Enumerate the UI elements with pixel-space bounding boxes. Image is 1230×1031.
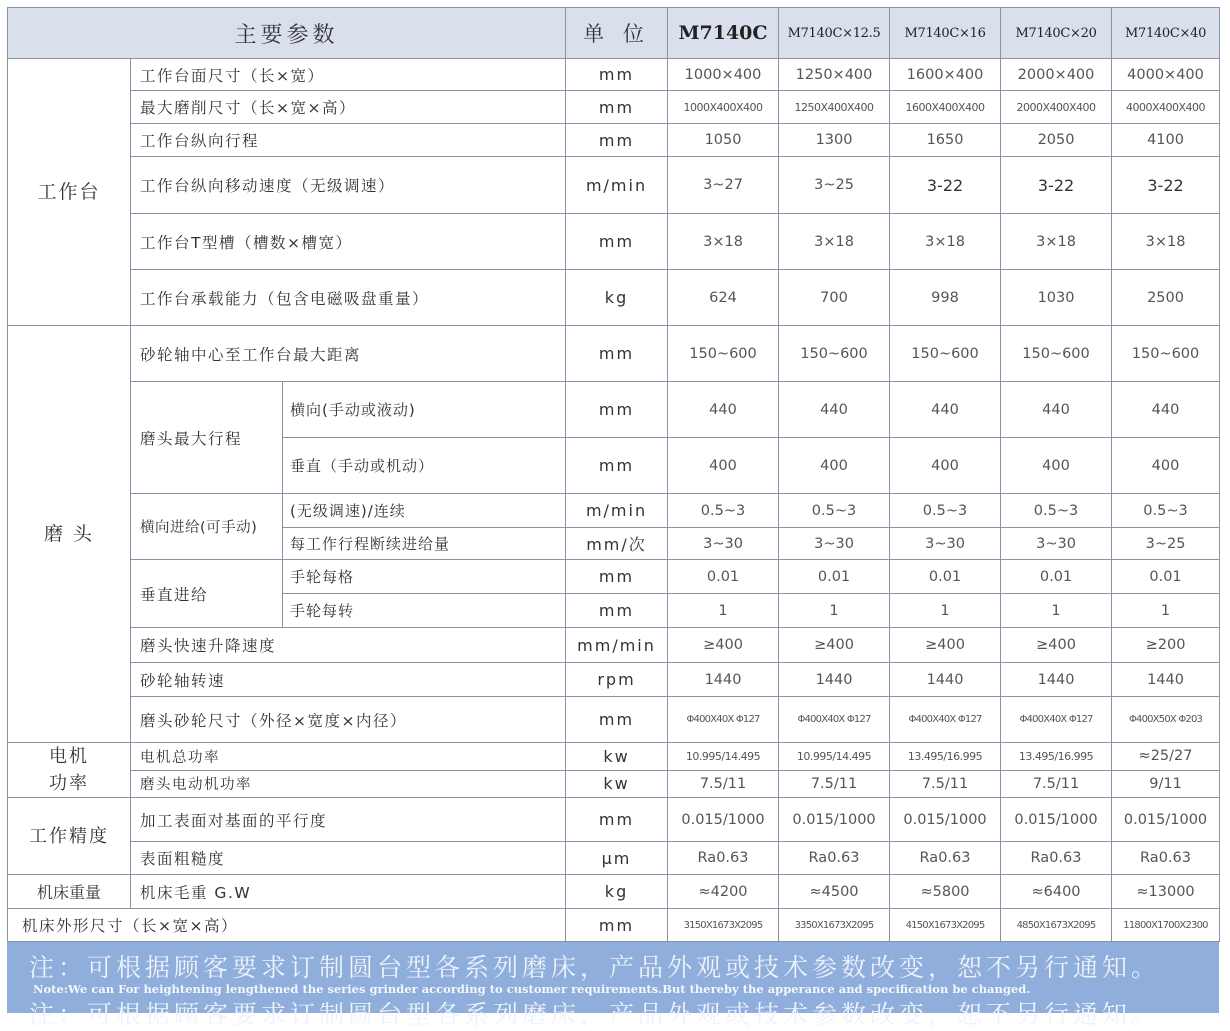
value-cell: 700 bbox=[779, 270, 890, 326]
value-cell: 0.015/1000 bbox=[779, 798, 890, 842]
value-cell: 1440 bbox=[890, 663, 1001, 697]
table-row bbox=[8, 270, 1220, 326]
value-cell: 3-22 bbox=[1001, 157, 1112, 214]
param-label: 垂直（手动或机动） bbox=[283, 438, 566, 494]
model-header-12-5: M7140C×12.5 bbox=[779, 8, 890, 59]
note-banner bbox=[7, 942, 1219, 1029]
value-cell: 3×18 bbox=[668, 214, 779, 270]
value-cell: 150~600 bbox=[668, 326, 779, 382]
value-cell: ≈4500 bbox=[779, 875, 890, 909]
unit-cell: rpm bbox=[566, 663, 668, 697]
param-label: 手轮每格 bbox=[283, 560, 566, 594]
table-row bbox=[8, 59, 1220, 91]
param-label: 最大磨削尺寸（长×宽×高） bbox=[131, 91, 566, 124]
param-label: 砂轮轴中心至工作台最大距离 bbox=[131, 326, 566, 382]
value-cell: 4100 bbox=[1112, 124, 1220, 157]
value-cell: 1440 bbox=[779, 663, 890, 697]
value-cell: ≥400 bbox=[668, 628, 779, 663]
value-cell: 10.995/14.495 bbox=[668, 743, 779, 771]
value-cell: 0.01 bbox=[668, 560, 779, 594]
value-cell: Ra0.63 bbox=[1001, 842, 1112, 875]
param-label: 工作台纵向行程 bbox=[131, 124, 566, 157]
value-cell: Ra0.63 bbox=[779, 842, 890, 875]
value-cell: 0.5~3 bbox=[779, 494, 890, 528]
table-row bbox=[8, 326, 1220, 382]
group-worktable: 工作台 bbox=[8, 59, 131, 326]
value-cell: ≥400 bbox=[890, 628, 1001, 663]
value-cell: 9/11 bbox=[1112, 770, 1220, 798]
unit-cell: kg bbox=[566, 875, 668, 909]
value-cell: 3~25 bbox=[1112, 528, 1220, 560]
value-cell: 1440 bbox=[668, 663, 779, 697]
param-label: 工作台纵向移动速度（无级调速） bbox=[131, 157, 566, 214]
param-label: 表面粗糙度 bbox=[131, 842, 566, 875]
value-cell: 0.5~3 bbox=[668, 494, 779, 528]
value-cell: 0.015/1000 bbox=[1001, 798, 1112, 842]
table-row bbox=[8, 157, 1220, 214]
value-cell: 3~30 bbox=[779, 528, 890, 560]
value-cell: 2000×400 bbox=[1001, 59, 1112, 91]
value-cell: 3-22 bbox=[1112, 157, 1220, 214]
unit-cell: mm bbox=[566, 909, 668, 942]
param-label: 横向(手动或液动) bbox=[283, 382, 566, 438]
table-row bbox=[8, 560, 1220, 594]
subgroup-vertical-feed: 垂直进给 bbox=[131, 560, 283, 628]
value-cell: 1600X400X400 bbox=[890, 91, 1001, 124]
unit-cell: mm bbox=[566, 214, 668, 270]
param-label: 磨头砂轮尺寸（外径×宽度×内径） bbox=[131, 697, 566, 743]
value-cell: 1000×400 bbox=[668, 59, 779, 91]
table-row bbox=[8, 124, 1220, 157]
value-cell: 0.5~3 bbox=[1001, 494, 1112, 528]
value-cell: 4000×400 bbox=[1112, 59, 1220, 91]
unit-cell: mm/次 bbox=[566, 528, 668, 560]
group-machine-weight: 机床重量 bbox=[8, 875, 131, 909]
value-cell: 7.5/11 bbox=[668, 770, 779, 798]
unit-cell: mm bbox=[566, 124, 668, 157]
value-cell: 1650 bbox=[890, 124, 1001, 157]
value-cell: 0.5~3 bbox=[1112, 494, 1220, 528]
table-row bbox=[8, 798, 1220, 842]
table-row bbox=[8, 494, 1220, 528]
value-cell: 998 bbox=[890, 270, 1001, 326]
value-cell: 400 bbox=[1112, 438, 1220, 494]
value-cell: 3×18 bbox=[779, 214, 890, 270]
value-cell: 3~30 bbox=[668, 528, 779, 560]
subgroup-head-max-travel: 磨头最大行程 bbox=[131, 382, 283, 494]
table-row bbox=[8, 214, 1220, 270]
value-cell: 400 bbox=[890, 438, 1001, 494]
model-header-16: M7140C×16 bbox=[890, 8, 1001, 59]
value-cell: Φ400X40X Φ127 bbox=[779, 697, 890, 743]
value-cell: ≥200 bbox=[1112, 628, 1220, 663]
value-cell: 440 bbox=[668, 382, 779, 438]
unit-cell: mm bbox=[566, 382, 668, 438]
main-params-header: 主要参数 bbox=[8, 8, 566, 59]
value-cell: 1 bbox=[668, 594, 779, 628]
value-cell: 150~600 bbox=[779, 326, 890, 382]
value-cell: ≈5800 bbox=[890, 875, 1001, 909]
unit-header: 单 位 bbox=[566, 8, 668, 59]
value-cell: 0.01 bbox=[890, 560, 1001, 594]
value-cell: 7.5/11 bbox=[890, 770, 1001, 798]
param-label: (无级调速)/连续 bbox=[283, 494, 566, 528]
value-cell: ≈25/27 bbox=[1112, 743, 1220, 771]
value-cell: 11800X1700X2300 bbox=[1112, 909, 1220, 942]
value-cell: 0.015/1000 bbox=[890, 798, 1001, 842]
param-label: 加工表面对基面的平行度 bbox=[131, 798, 566, 842]
value-cell: Φ400X40X Φ127 bbox=[668, 697, 779, 743]
value-cell: 624 bbox=[668, 270, 779, 326]
value-cell: 1440 bbox=[1112, 663, 1220, 697]
table-row bbox=[8, 382, 1220, 438]
group-grinding-head: 磨 头 bbox=[8, 326, 131, 743]
param-label: 磨头快速升降速度 bbox=[131, 628, 566, 663]
spec-table bbox=[7, 7, 1220, 942]
value-cell: 1 bbox=[1112, 594, 1220, 628]
value-cell: 13.495/16.995 bbox=[1001, 743, 1112, 771]
value-cell: 150~600 bbox=[1001, 326, 1112, 382]
value-cell: 150~600 bbox=[890, 326, 1001, 382]
value-cell: ≈4200 bbox=[668, 875, 779, 909]
model-header-20: M7140C×20 bbox=[1001, 8, 1112, 59]
value-cell: 4000X400X400 bbox=[1112, 91, 1220, 124]
value-cell: 3150X1673X2095 bbox=[668, 909, 779, 942]
note-chinese-repeat: 注：可根据顾客要求订制圆台型各系列磨床，产品外观或技术参数改变，恕不另行通知。 bbox=[29, 1000, 1161, 1029]
unit-cell: mm bbox=[566, 91, 668, 124]
value-cell: 3~30 bbox=[1001, 528, 1112, 560]
value-cell: 13.495/16.995 bbox=[890, 743, 1001, 771]
value-cell: Ra0.63 bbox=[890, 842, 1001, 875]
table-row bbox=[8, 875, 1220, 909]
value-cell: Φ400X40X Φ127 bbox=[1001, 697, 1112, 743]
group-motor-power: 电机 功率 bbox=[8, 743, 131, 798]
table-row bbox=[8, 697, 1220, 743]
value-cell: 0.01 bbox=[1001, 560, 1112, 594]
table-row bbox=[8, 770, 1220, 798]
value-cell: 1050 bbox=[668, 124, 779, 157]
value-cell: 400 bbox=[779, 438, 890, 494]
table-row bbox=[8, 743, 1220, 771]
table-row bbox=[8, 91, 1220, 124]
unit-cell: mm/min bbox=[566, 628, 668, 663]
value-cell: 1000X400X400 bbox=[668, 91, 779, 124]
value-cell: Ra0.63 bbox=[668, 842, 779, 875]
value-cell: ≈6400 bbox=[1001, 875, 1112, 909]
value-cell: 0.015/1000 bbox=[1112, 798, 1220, 842]
unit-cell: mm bbox=[566, 560, 668, 594]
value-cell: 1600×400 bbox=[890, 59, 1001, 91]
value-cell: 0.01 bbox=[779, 560, 890, 594]
header-row bbox=[8, 8, 1220, 59]
value-cell: 440 bbox=[890, 382, 1001, 438]
value-cell: Φ400X40X Φ127 bbox=[890, 697, 1001, 743]
value-cell: 440 bbox=[1001, 382, 1112, 438]
value-cell: 2050 bbox=[1001, 124, 1112, 157]
value-cell: 0.015/1000 bbox=[668, 798, 779, 842]
unit-cell: mm bbox=[566, 438, 668, 494]
value-cell: 1 bbox=[1001, 594, 1112, 628]
param-label: 工作台T型槽（槽数×槽宽） bbox=[131, 214, 566, 270]
value-cell: 1 bbox=[890, 594, 1001, 628]
group-accuracy: 工作精度 bbox=[8, 798, 131, 875]
value-cell: ≈13000 bbox=[1112, 875, 1220, 909]
value-cell: 3~30 bbox=[890, 528, 1001, 560]
unit-cell: mm bbox=[566, 326, 668, 382]
table-row bbox=[8, 842, 1220, 875]
value-cell: Φ400X50X Φ203 bbox=[1112, 697, 1220, 743]
value-cell: ≥400 bbox=[1001, 628, 1112, 663]
value-cell: 150~600 bbox=[1112, 326, 1220, 382]
param-label: 工作台承载能力（包含电磁吸盘重量） bbox=[131, 270, 566, 326]
value-cell: 3-22 bbox=[890, 157, 1001, 214]
value-cell: 3~27 bbox=[668, 157, 779, 214]
table-row bbox=[8, 909, 1220, 942]
value-cell: 3350X1673X2095 bbox=[779, 909, 890, 942]
unit-cell: mm bbox=[566, 798, 668, 842]
param-label: 砂轮轴转速 bbox=[131, 663, 566, 697]
value-cell: 1440 bbox=[1001, 663, 1112, 697]
param-label: 电机总功率 bbox=[131, 743, 566, 771]
value-cell: 2500 bbox=[1112, 270, 1220, 326]
value-cell: 0.01 bbox=[1112, 560, 1220, 594]
value-cell: 2000X400X400 bbox=[1001, 91, 1112, 124]
subgroup-cross-feed: 横向进给(可手动) bbox=[131, 494, 283, 560]
value-cell: 4850X1673X2095 bbox=[1001, 909, 1112, 942]
value-cell: 3×18 bbox=[890, 214, 1001, 270]
group-overall-size: 机床外形尺寸（长×宽×高） bbox=[8, 909, 566, 942]
note-english: Note:We can For heightening lengthened the series grinder according to customer requirements.But thereby the apperance and specification be changed. bbox=[33, 982, 1031, 996]
model-header-m7140c: M7140C bbox=[668, 8, 779, 59]
value-cell: 3~25 bbox=[779, 157, 890, 214]
value-cell: 1300 bbox=[779, 124, 890, 157]
unit-cell: kw bbox=[566, 743, 668, 771]
value-cell: 1250×400 bbox=[779, 59, 890, 91]
value-cell: 400 bbox=[1001, 438, 1112, 494]
value-cell: 400 bbox=[668, 438, 779, 494]
param-label: 每工作行程断续进给量 bbox=[283, 528, 566, 560]
value-cell: 7.5/11 bbox=[779, 770, 890, 798]
value-cell: 10.995/14.495 bbox=[779, 743, 890, 771]
value-cell: 3×18 bbox=[1001, 214, 1112, 270]
param-label: 磨头电动机功率 bbox=[131, 770, 566, 798]
unit-cell: m/min bbox=[566, 157, 668, 214]
value-cell: Ra0.63 bbox=[1112, 842, 1220, 875]
unit-cell: μm bbox=[566, 842, 668, 875]
unit-cell: kw bbox=[566, 770, 668, 798]
value-cell: ≥400 bbox=[779, 628, 890, 663]
value-cell: 1 bbox=[779, 594, 890, 628]
value-cell: 1250X400X400 bbox=[779, 91, 890, 124]
param-label: 机床毛重 G.W bbox=[131, 875, 566, 909]
param-label: 工作台面尺寸（长×宽） bbox=[131, 59, 566, 91]
unit-cell: mm bbox=[566, 59, 668, 91]
value-cell: 3×18 bbox=[1112, 214, 1220, 270]
unit-cell: kg bbox=[566, 270, 668, 326]
value-cell: 0.5~3 bbox=[890, 494, 1001, 528]
value-cell: 440 bbox=[1112, 382, 1220, 438]
value-cell: 1030 bbox=[1001, 270, 1112, 326]
table-row bbox=[8, 628, 1220, 663]
model-header-40: M7140C×40 bbox=[1112, 8, 1220, 59]
unit-cell: mm bbox=[566, 697, 668, 743]
note-chinese: 注：可根据顾客要求订制圆台型各系列磨床，产品外观或技术参数改变，恕不另行通知。 bbox=[29, 953, 1161, 982]
table-row bbox=[8, 663, 1220, 697]
value-cell: 440 bbox=[779, 382, 890, 438]
value-cell: 4150X1673X2095 bbox=[890, 909, 1001, 942]
param-label: 手轮每转 bbox=[283, 594, 566, 628]
unit-cell: mm bbox=[566, 594, 668, 628]
unit-cell: m/min bbox=[566, 494, 668, 528]
value-cell: 7.5/11 bbox=[1001, 770, 1112, 798]
